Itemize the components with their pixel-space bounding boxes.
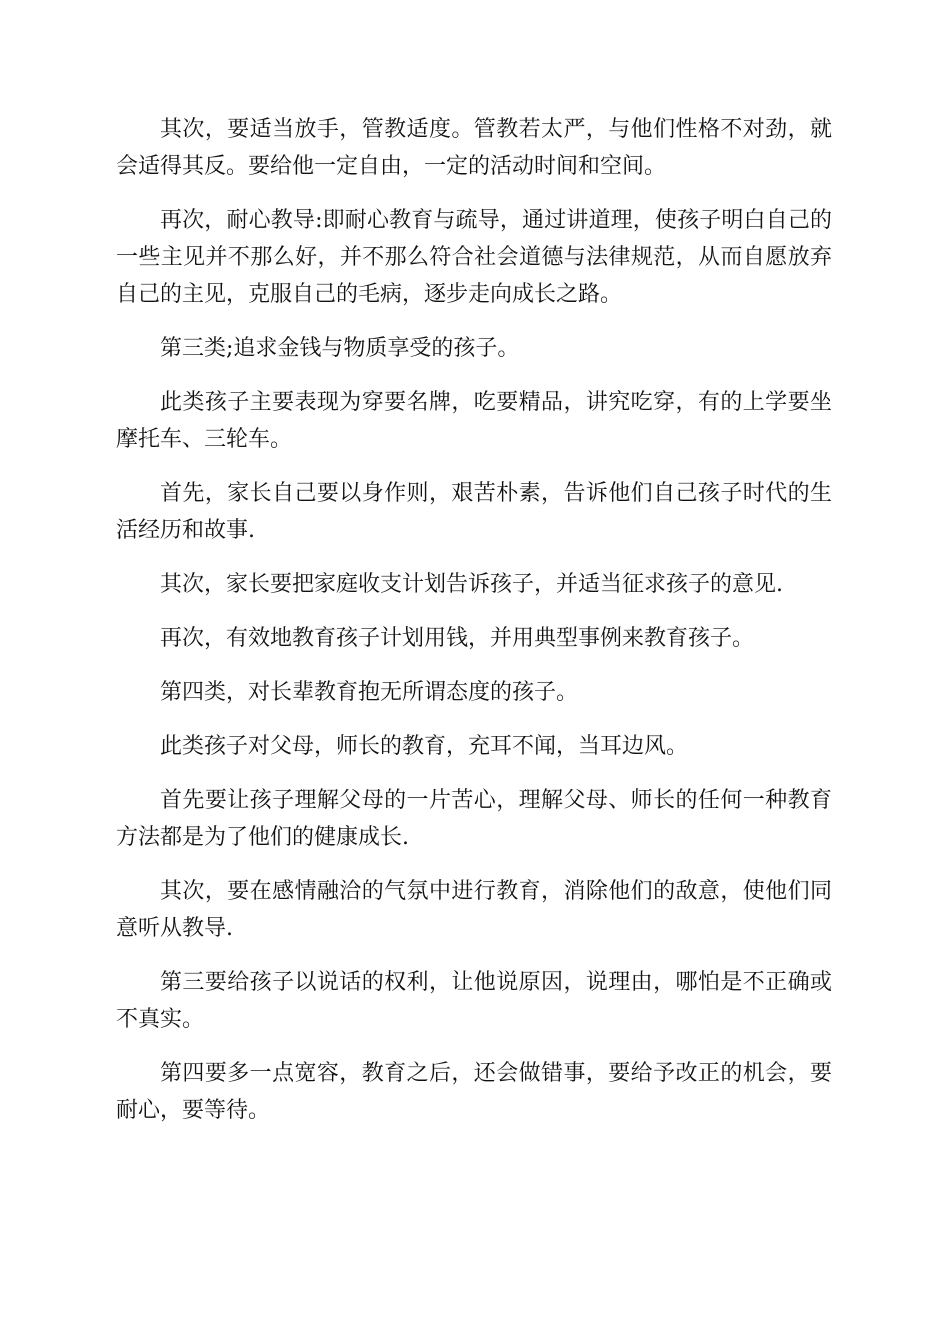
paragraph: 首先要让孩子理解父母的一片苦心，理解父母、师长的任何一种教育方法都是为了他们的健康成长. [116,788,832,850]
paragraph: 第四类，对长辈教育抱无所谓态度的孩子。 [160,680,579,705]
paragraph: 第四要多一点宽容，教育之后，还会做错事，要给予改正的机会，要耐心，要等待。 [116,1061,832,1123]
paragraph: 再次，耐心教导:即耐心教育与疏导，通过讲道理，使孩子明白自己的一些主见并不那么好，并不那么符合社会道德与法律规范，从而自愿放弃自己的主见，克服自己的毛病，逐步走向成长之路。 [116,208,832,307]
paragraph: 再次，有效地教育孩子计划用钱，并用典型事例来教育孩子。 [160,626,755,651]
paragraph: 第三类;追求金钱与物质享受的孩子。 [160,336,520,361]
paragraph: 第三要给孩子以说话的权利，让他说原因，说理由，哪怕是不正确或不真实。 [116,970,832,1032]
paragraph: 首先，家长自己要以身作则，艰苦朴素，告诉他们自己孩子时代的生活经历和故事. [116,481,832,543]
paragraph: 此类孩子对父母，师长的教育，充耳不闻，当耳边风。 [160,734,689,759]
paragraph: 其次，家长要把家庭收支计划告诉孩子，并适当征求孩子的意见. [160,572,783,597]
paragraph: 其次，要适当放手，管教适度。管教若太严，与他们性格不对劲，就会适得其反。要给他一定自由，一定的活动时间和空间。 [116,117,832,179]
paragraph: 此类孩子主要表现为穿要名牌，吃要精品，讲究吃穿，有的上学要坐摩托车、三轮车。 [116,390,832,452]
document-body [116,111,832,1146]
paragraph: 其次，要在感情融洽的气氛中进行教育，消除他们的敌意，使他们同意听从教导. [116,879,832,941]
